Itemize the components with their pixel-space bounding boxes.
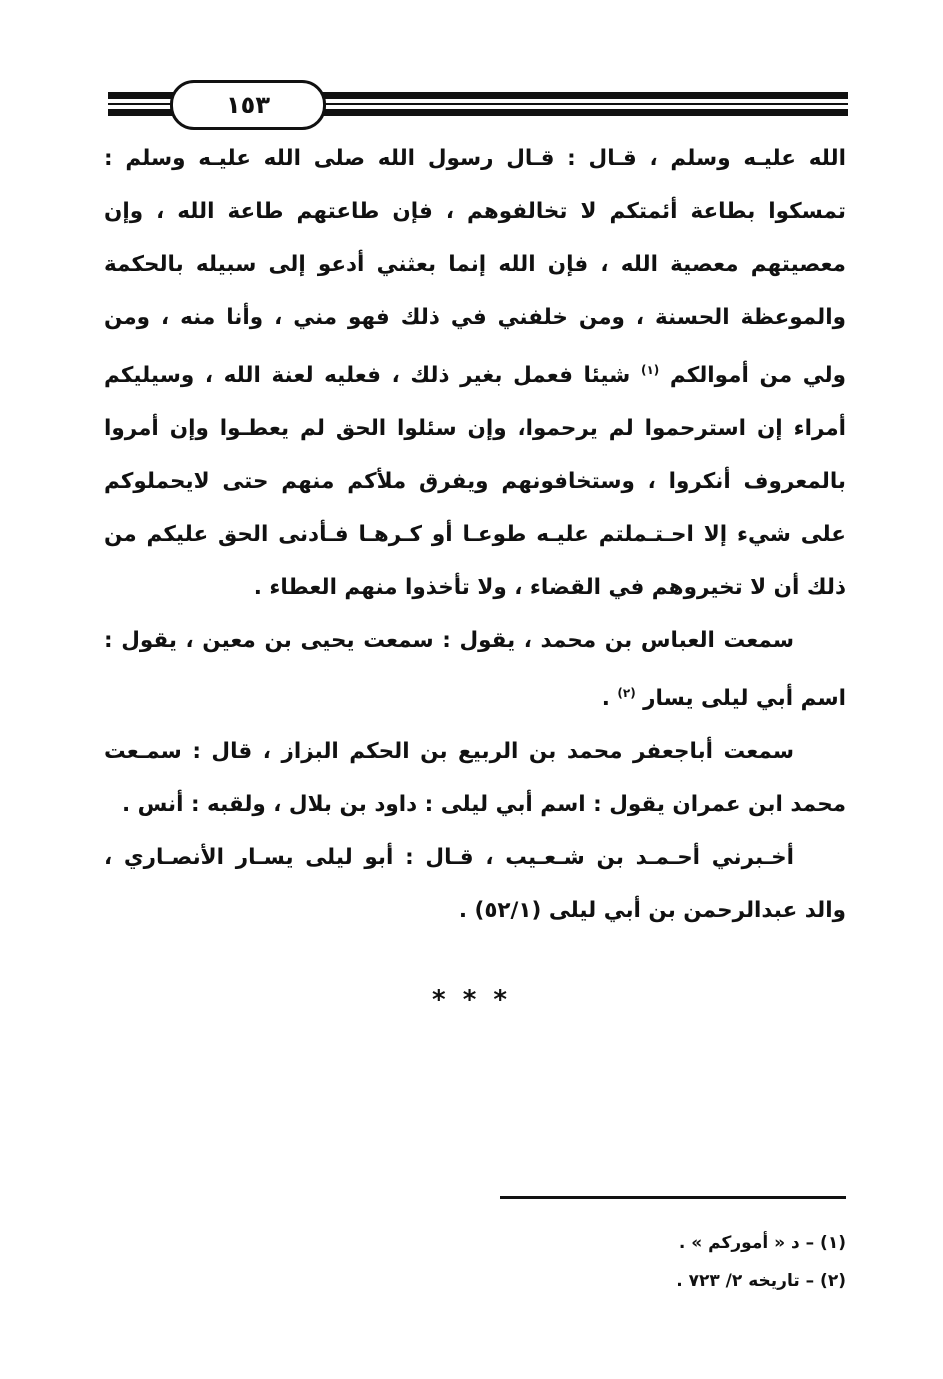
section-separator: * * * (432, 985, 511, 1015)
paragraph-2 (104, 614, 846, 725)
page-header (108, 80, 848, 126)
page-number: ١٥٣ (170, 80, 326, 130)
footnote-ref: (١) (640, 363, 660, 377)
text-line: أخـبرني أحـمـد بن شـعـيب ، قـال : أبو ليلى يسـار الأنصـاري ، والد (104, 845, 846, 924)
footnote-2: (٢) – تاريخه ٢/ ٧٢٣ . (676, 1271, 846, 1291)
paragraph-3 (104, 725, 846, 831)
text-line: شيء إلا احـتـملتم عليـه طوعـا أو كـرهـا فـأدنى الحق عليكم من ذلك أن لا (104, 522, 846, 601)
text-line: أمروا بالمعروف أنكروا ، وستخافونهم ويفرق ملأكم منهم حتى لايحملوكم على (104, 416, 846, 548)
paragraph-4 (104, 831, 846, 937)
main-text (104, 132, 846, 937)
text-line: الله ، وسيليكم أمراء إن استرحموا لم يرحموا، وإن سئلوا الحق لم يعطـوا وإن (104, 363, 846, 442)
text-line: أئمتكم لا تخالفوهم ، فإن طاعتهم طاعة الله ، وإن معصيتهم معصية الله ، فإن (104, 199, 846, 277)
paragraph-1 (104, 132, 846, 614)
text-line: الله إنما بعثني أدعو إلى سبيله بالحكمة والموعظة الحسنة ، ومن خلفني في ذلك (104, 252, 846, 330)
text-line: ابن عمران يقول : اسم أبي ليلى : داود بن بلال ، ولقبه : أنس . (122, 792, 783, 818)
text-line: . (601, 686, 610, 712)
text-line: سمعت أباجعفر محمد بن الربيع بن الحكم البزاز ، قال : سمـعت محمد (104, 739, 846, 818)
text-line: شيئا فعمل بغير ذلك ، فعليه لعنة (271, 363, 631, 389)
text-line: فهو مني ، وأنا منه ، ومن ولي من أموالكم (104, 305, 846, 389)
text-line: سمعت العباس بن محمد ، يقول : سمعت يحيى بن معين ، يقول : اسم (104, 628, 846, 712)
text-line: تخيروهم في القضاء ، ولا تأخذوا منهم العطاء . (253, 575, 743, 601)
footnote-divider (500, 1196, 846, 1199)
footnotes (400, 1224, 846, 1300)
text-line: عبدالرحمن بن أبي ليلى (٥٢/١) . (458, 898, 798, 924)
text-line: الله عليـه وسلم ، قـال : قـال رسول الله صلى الله عليـه وسلم : تمسكوا بطاعة (104, 146, 846, 224)
footnote-ref: (٢) (617, 686, 636, 701)
footnote-1: (١) – د « أموركم » . (678, 1233, 846, 1253)
text-line: أبي ليلى يسار (643, 686, 794, 712)
